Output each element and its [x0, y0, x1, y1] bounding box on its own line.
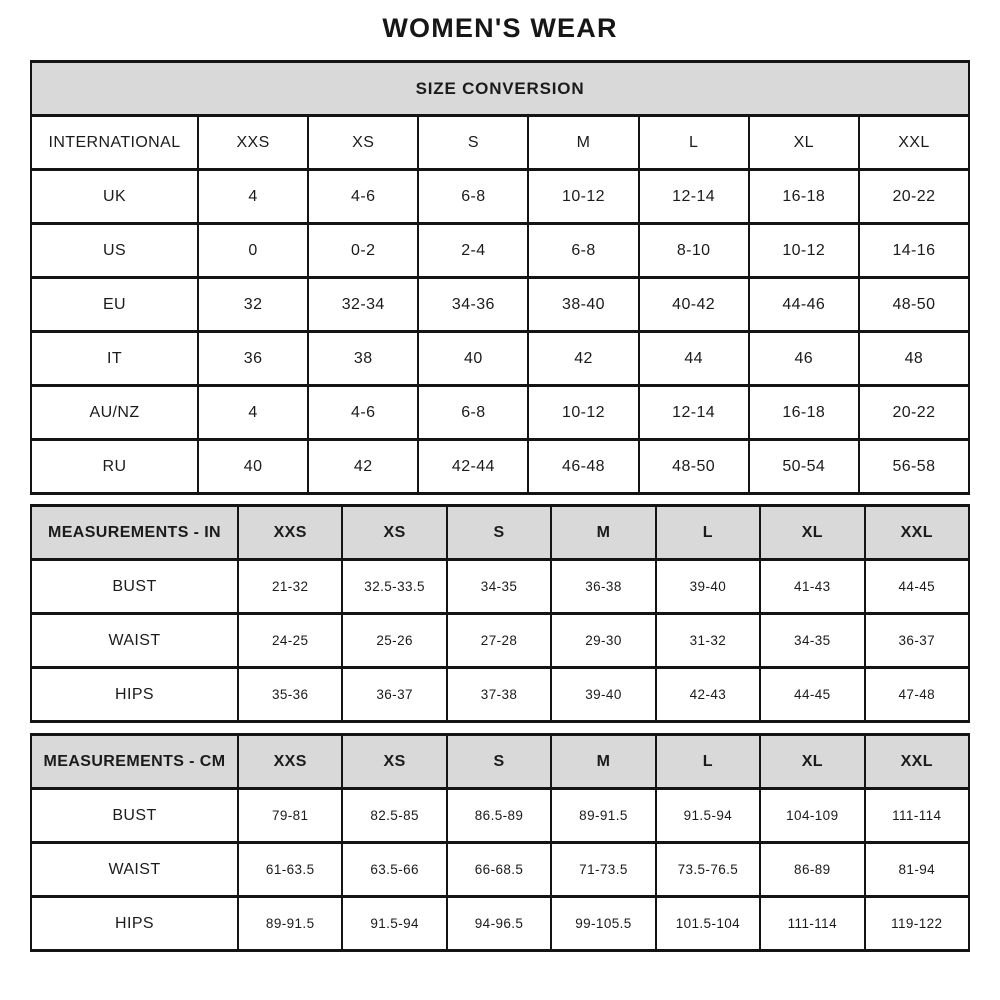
table-row-waist: [31, 614, 969, 668]
table-row-hips: [31, 668, 969, 722]
value-cell: 119-122: [865, 897, 969, 951]
value-cell: 10-12: [528, 386, 638, 440]
value-cell: 44: [639, 332, 749, 386]
header-cell-xxl: XXL: [865, 506, 969, 560]
value-cell: 10-12: [528, 170, 638, 224]
measurements-cm-title: MEASUREMENTS - CM: [31, 735, 238, 789]
value-cell: 94-96.5: [447, 897, 551, 951]
value-cell: 50-54: [749, 440, 859, 494]
value-cell: 44-45: [760, 668, 864, 722]
value-cell: 36-37: [342, 668, 446, 722]
table-row-waist: [31, 843, 969, 897]
value-cell: 16-18: [749, 170, 859, 224]
value-cell: 16-18: [749, 386, 859, 440]
header-cell-xxs: XXS: [238, 506, 342, 560]
header-cell-l: L: [656, 735, 760, 789]
value-cell: 14-16: [859, 224, 969, 278]
table-header-row: [31, 506, 969, 560]
header-cell-s: S: [447, 506, 551, 560]
header-cell-xs: XS: [308, 116, 418, 170]
value-cell: 104-109: [760, 789, 864, 843]
value-cell: 34-36: [418, 278, 528, 332]
row-label-cell: US: [31, 224, 198, 278]
header-cell-xl: XL: [760, 506, 864, 560]
table-row-bust: [31, 560, 969, 614]
page-title: WOMEN'S WEAR: [382, 13, 618, 43]
value-cell: 32-34: [308, 278, 418, 332]
value-cell: 6-8: [418, 170, 528, 224]
table-row-bust: [31, 789, 969, 843]
header-cell-xs: XS: [342, 735, 446, 789]
value-cell: 40: [418, 332, 528, 386]
value-cell: 48-50: [639, 440, 749, 494]
value-cell: 12-14: [639, 386, 749, 440]
table-row-uk: [31, 170, 969, 224]
table-row-it: [31, 332, 969, 386]
value-cell: 4: [198, 170, 308, 224]
value-cell: 91.5-94: [342, 897, 446, 951]
value-cell: 73.5-76.5: [656, 843, 760, 897]
value-cell: 81-94: [865, 843, 969, 897]
value-cell: 4-6: [308, 386, 418, 440]
row-label-cell: HIPS: [31, 897, 238, 951]
value-cell: 36-37: [865, 614, 969, 668]
size-conversion-table: [30, 60, 970, 495]
value-cell: 66-68.5: [447, 843, 551, 897]
value-cell: 82.5-85: [342, 789, 446, 843]
header-cell-m: M: [551, 506, 655, 560]
row-label-cell: HIPS: [31, 668, 238, 722]
header-cell-xs: XS: [342, 506, 446, 560]
value-cell: 111-114: [760, 897, 864, 951]
row-label-cell: WAIST: [31, 614, 238, 668]
value-cell: 42: [528, 332, 638, 386]
row-label-cell: UK: [31, 170, 198, 224]
header-cell-xl: XL: [760, 735, 864, 789]
value-cell: 2-4: [418, 224, 528, 278]
value-cell: 40: [198, 440, 308, 494]
value-cell: 44-45: [865, 560, 969, 614]
value-cell: 21-32: [238, 560, 342, 614]
row-label-cell: AU/NZ: [31, 386, 198, 440]
value-cell: 24-25: [238, 614, 342, 668]
value-cell: 47-48: [865, 668, 969, 722]
header-cell-l: L: [639, 116, 749, 170]
value-cell: 46-48: [528, 440, 638, 494]
value-cell: 29-30: [551, 614, 655, 668]
table-row-hips: [31, 897, 969, 951]
value-cell: 0: [198, 224, 308, 278]
value-cell: 36: [198, 332, 308, 386]
value-cell: 34-35: [447, 560, 551, 614]
value-cell: 39-40: [656, 560, 760, 614]
header-cell-xxl: XXL: [859, 116, 969, 170]
value-cell: 99-105.5: [551, 897, 655, 951]
measurements-in-table: [30, 504, 970, 723]
header-cell-xl: XL: [749, 116, 859, 170]
table-title-row: [31, 62, 969, 116]
value-cell: 20-22: [859, 170, 969, 224]
value-cell: 89-91.5: [238, 897, 342, 951]
value-cell: 71-73.5: [551, 843, 655, 897]
value-cell: 38-40: [528, 278, 638, 332]
row-label-cell: BUST: [31, 560, 238, 614]
value-cell: 61-63.5: [238, 843, 342, 897]
header-cell-s: S: [447, 735, 551, 789]
value-cell: 10-12: [749, 224, 859, 278]
measurements-in-title: MEASUREMENTS - IN: [31, 506, 238, 560]
value-cell: 42-44: [418, 440, 528, 494]
row-label-cell: RU: [31, 440, 198, 494]
table-row-ru: [31, 440, 969, 494]
row-label-cell: BUST: [31, 789, 238, 843]
value-cell: 42-43: [656, 668, 760, 722]
value-cell: 91.5-94: [656, 789, 760, 843]
header-cell-xxs: XXS: [238, 735, 342, 789]
value-cell: 39-40: [551, 668, 655, 722]
header-cell-international: INTERNATIONAL: [31, 116, 198, 170]
row-label-cell: IT: [31, 332, 198, 386]
row-label-cell: WAIST: [31, 843, 238, 897]
value-cell: 6-8: [528, 224, 638, 278]
table-row-aunz: [31, 386, 969, 440]
table-row-eu: [31, 278, 969, 332]
table-header-row: [31, 116, 969, 170]
value-cell: 89-91.5: [551, 789, 655, 843]
value-cell: 86-89: [760, 843, 864, 897]
value-cell: 31-32: [656, 614, 760, 668]
header-cell-xxs: XXS: [198, 116, 308, 170]
value-cell: 48: [859, 332, 969, 386]
value-cell: 38: [308, 332, 418, 386]
header-cell-m: M: [551, 735, 655, 789]
value-cell: 34-35: [760, 614, 864, 668]
value-cell: 0-2: [308, 224, 418, 278]
value-cell: 79-81: [238, 789, 342, 843]
value-cell: 4: [198, 386, 308, 440]
value-cell: 25-26: [342, 614, 446, 668]
value-cell: 35-36: [238, 668, 342, 722]
header-cell-s: S: [418, 116, 528, 170]
value-cell: 12-14: [639, 170, 749, 224]
table-header-row: [31, 735, 969, 789]
value-cell: 111-114: [865, 789, 969, 843]
value-cell: 56-58: [859, 440, 969, 494]
value-cell: 6-8: [418, 386, 528, 440]
header-cell-m: M: [528, 116, 638, 170]
measurements-cm-table: [30, 733, 970, 952]
value-cell: 101.5-104: [656, 897, 760, 951]
value-cell: 86.5-89: [447, 789, 551, 843]
value-cell: 4-6: [308, 170, 418, 224]
header-cell-xxl: XXL: [865, 735, 969, 789]
header-cell-l: L: [656, 506, 760, 560]
value-cell: 44-46: [749, 278, 859, 332]
table-row-us: [31, 224, 969, 278]
value-cell: 63.5-66: [342, 843, 446, 897]
value-cell: 32: [198, 278, 308, 332]
size-conversion-title: SIZE CONVERSION: [31, 62, 969, 116]
value-cell: 36-38: [551, 560, 655, 614]
value-cell: 20-22: [859, 386, 969, 440]
value-cell: 32.5-33.5: [342, 560, 446, 614]
value-cell: 40-42: [639, 278, 749, 332]
value-cell: 27-28: [447, 614, 551, 668]
value-cell: 37-38: [447, 668, 551, 722]
value-cell: 48-50: [859, 278, 969, 332]
row-label-cell: EU: [31, 278, 198, 332]
value-cell: 42: [308, 440, 418, 494]
value-cell: 8-10: [639, 224, 749, 278]
value-cell: 46: [749, 332, 859, 386]
value-cell: 41-43: [760, 560, 864, 614]
